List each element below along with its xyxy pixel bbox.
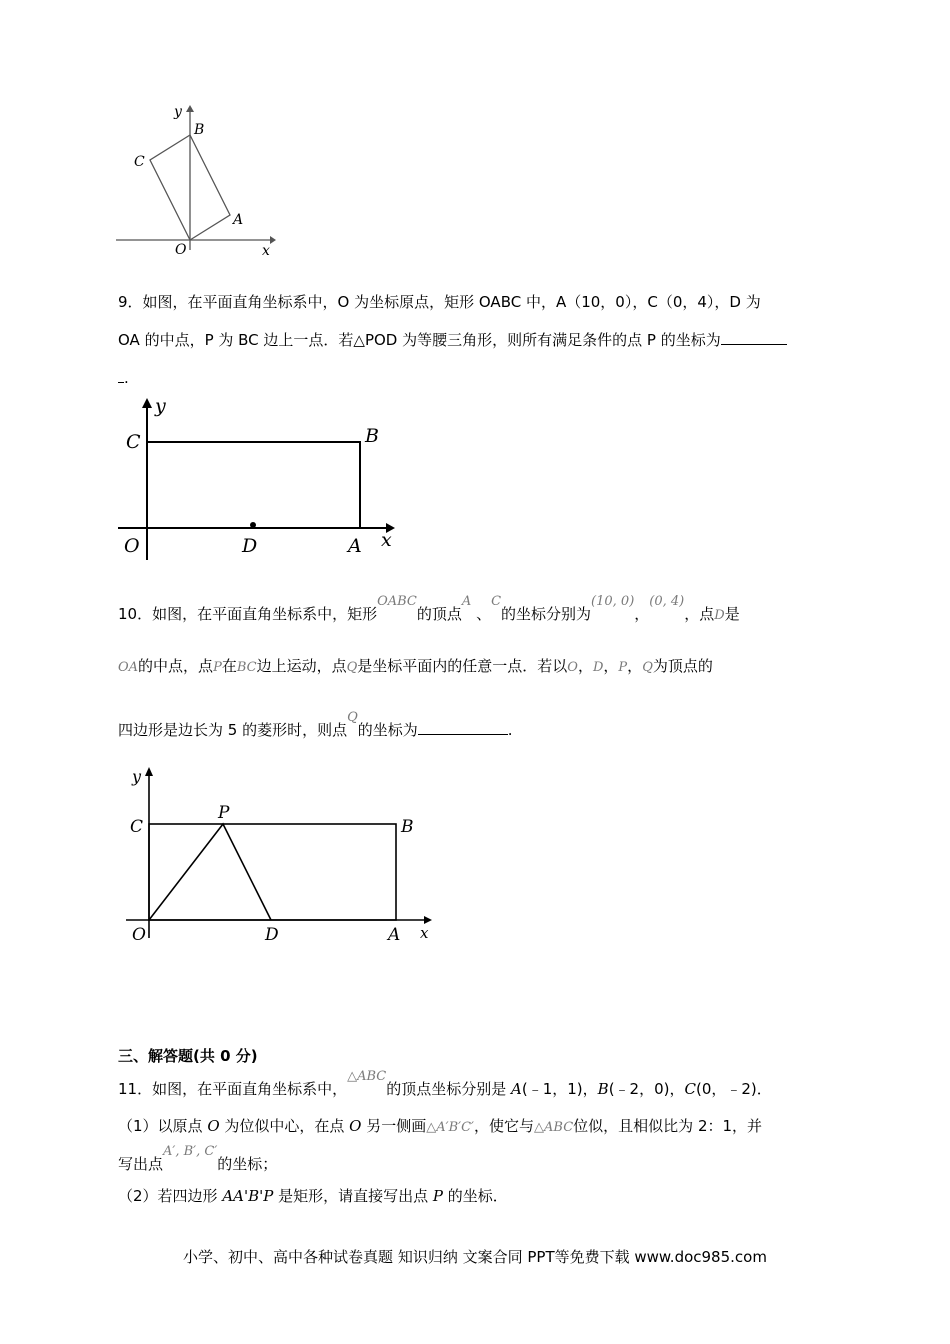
q11-text: 是矩形，请直接写出点 [273, 1187, 433, 1205]
q11-text: 位似，且相似比为 2：1，并 [573, 1117, 763, 1135]
math-c: C [491, 594, 502, 609]
math-oa: OA [118, 660, 139, 675]
math-oabc: OABC [377, 594, 417, 609]
label-o: O [132, 925, 146, 945]
label-y: y [174, 104, 182, 120]
q10-text: ， [603, 657, 619, 675]
q11-text: 为位似中心，在点 [219, 1117, 350, 1135]
q11-line1 [118, 1069, 772, 1101]
q9-line3 [118, 368, 129, 388]
label-p: P [218, 803, 230, 823]
math-a: A [461, 594, 472, 609]
answer-blank-q9[interactable] [721, 330, 787, 345]
q10-line2 [118, 656, 713, 678]
q10-text: . [507, 721, 513, 739]
math-p: P [432, 1187, 443, 1205]
q11-text: 另一侧画 [361, 1117, 427, 1135]
q10-text: 的坐标为 [357, 721, 418, 739]
label-a: A [233, 212, 244, 228]
label-o: O [124, 535, 140, 557]
q10-text: ， [634, 605, 650, 623]
math-o: O [567, 660, 578, 675]
figure-rotated-rectangle [110, 100, 280, 260]
q10-text: 在 [221, 657, 237, 675]
y-axis-arrow [145, 767, 153, 776]
point-d [250, 522, 256, 528]
math-d: D [592, 660, 604, 675]
math-triangle-abc: △ABC [347, 1069, 387, 1084]
label-c: C [130, 817, 144, 837]
label-a: A [388, 925, 401, 945]
math-bc: BC [236, 660, 257, 675]
q11-text: （1）以原点 [118, 1117, 208, 1135]
label-b: B [365, 425, 379, 447]
q11-line2 [118, 1116, 762, 1138]
math-d: D [714, 608, 725, 623]
math-q: Q [347, 710, 358, 725]
q11-text: 的坐标； [217, 1155, 278, 1173]
label-o: O [175, 242, 187, 258]
x-axis-arrow [424, 916, 432, 924]
figure-rectangle-d [110, 392, 410, 564]
math-a: A [511, 1080, 522, 1098]
q10-text: 的中点，点 [138, 657, 214, 675]
label-a: A [348, 535, 362, 557]
q11-text: (﹣1，1)， [521, 1080, 598, 1098]
q10-text: 四边形是边长为 5 的菱形时，则点 [118, 721, 348, 739]
label-y: y [155, 395, 166, 417]
q10-text: 是 [724, 605, 740, 623]
math-o: O [207, 1117, 220, 1135]
math-p: P [618, 660, 628, 675]
math-quad-aabp: AA'B'P [222, 1187, 274, 1205]
q11-text: （2）若四边形 [118, 1187, 223, 1205]
q11-text: 11．如图，在平面直角坐标系中， [118, 1080, 348, 1098]
label-x: x [262, 243, 270, 259]
answer-blank-q10[interactable] [418, 720, 508, 735]
q9-line1: 9．如图，在平面直角坐标系中，O 为坐标原点，矩形 OABC 中，A（10，0），C（0，4），D 为 [118, 293, 761, 311]
q9-line2-text: OA 的中点，P 为 BC 边上一点．若△POD 为等腰三角形，则所有满足条件的点 P 的坐标为 [118, 331, 721, 349]
q11-text: 的顶点坐标分别是 [386, 1080, 512, 1098]
math-point-a: (10, 0) [591, 594, 635, 609]
q10-text: ，点 [684, 605, 715, 623]
q11-text: 的坐标． [442, 1187, 508, 1205]
q10-text: 、 [471, 605, 492, 623]
label-b: B [401, 817, 414, 837]
q10-text: ， [627, 657, 643, 675]
q10-line3 [118, 710, 513, 742]
y-axis-arrow [186, 105, 194, 112]
y-axis-arrow [142, 398, 152, 408]
q9-line3-end: . [124, 369, 129, 387]
q10-text: 边上运动，点 [256, 657, 347, 675]
math-c: C [684, 1080, 696, 1098]
triangle-opd [149, 824, 271, 920]
figure-rectangle-triangle [118, 760, 448, 950]
q9-line2 [118, 330, 787, 350]
math-q: Q [346, 660, 358, 675]
x-axis-arrow [270, 236, 276, 244]
q11-text: (0，﹣2)． [695, 1080, 772, 1098]
label-x: x [381, 529, 392, 551]
math-point-c: (0, 4) [649, 594, 685, 609]
q10-text: 的顶点 [416, 605, 462, 623]
q10-text: 是坐标平面内的任意一点．若以 [357, 657, 568, 675]
math-points-prime: A′, B′, C′ [163, 1144, 218, 1159]
q10-text: ， [577, 657, 593, 675]
math-q: Q [642, 660, 653, 675]
footer: 小学、初中、高中各种试卷真题 知识归纳 文案合同 PPT等免费下载 www.doc985.com [183, 1248, 767, 1266]
q10-line1 [118, 594, 740, 626]
math-o: O [349, 1117, 362, 1135]
q10-text: 10．如图，在平面直角坐标系中，矩形 [118, 605, 378, 623]
label-b: B [194, 122, 205, 138]
q11-line3 [118, 1144, 278, 1176]
math-triangle-abc: △ABC [534, 1120, 574, 1135]
math-p: P [213, 660, 222, 675]
q11-line4 [118, 1186, 508, 1206]
math-triangle-abc-prime: △A′B′C′ [426, 1120, 475, 1135]
q11-text: 写出点 [118, 1155, 164, 1173]
label-x: x [420, 924, 429, 942]
q10-text: 的坐标分别为 [501, 605, 592, 623]
section-title: 三、解答题(共 0 分) [118, 1047, 258, 1065]
math-b: B [597, 1080, 609, 1098]
q11-text: ，使它与 [474, 1117, 535, 1135]
label-d: D [265, 925, 279, 945]
rectangle-oabc [147, 442, 360, 528]
q10-text: 为顶点的 [652, 657, 713, 675]
label-c: C [126, 431, 141, 453]
q11-text: (﹣2，0)， [608, 1080, 685, 1098]
label-y: y [132, 767, 142, 786]
label-d: D [242, 535, 258, 557]
label-c: C [134, 154, 145, 170]
